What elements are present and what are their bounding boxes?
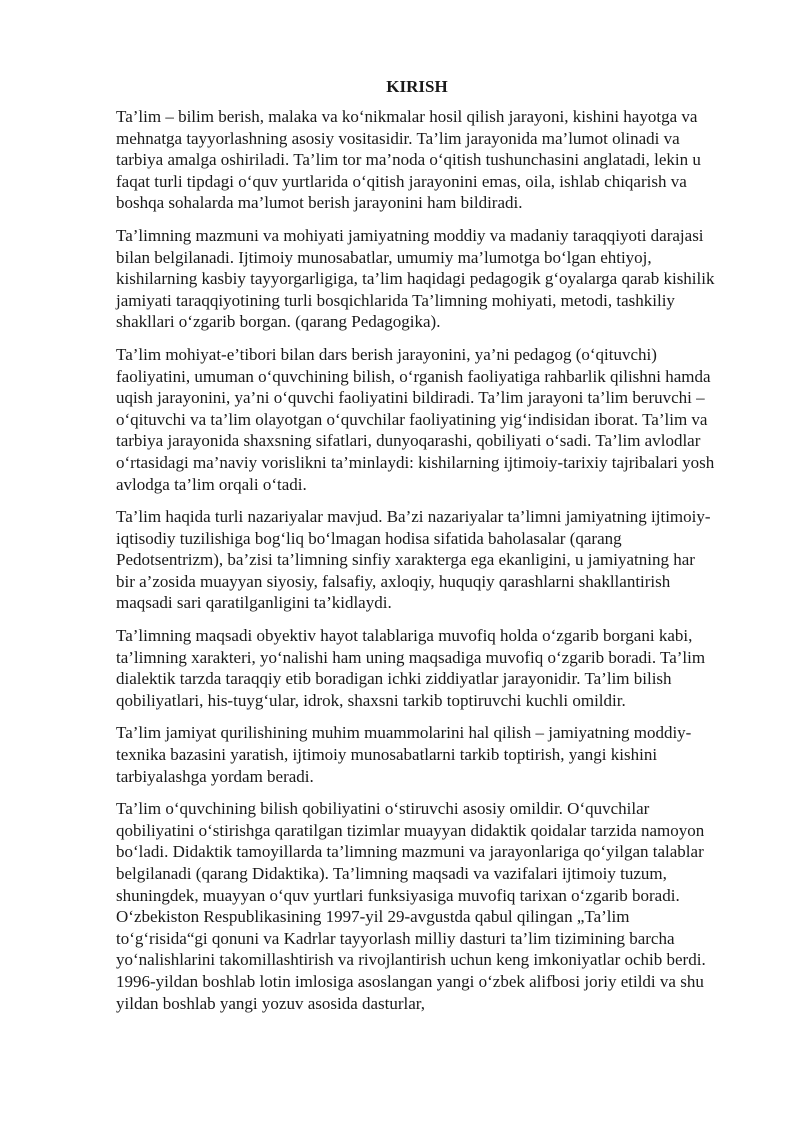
- paragraph-6: Ta’lim jamiyat qurilishining muhim muammolarini hal qilish – jamiyatning moddiy-texnika bazasini yaratish, ijtimoiy munosabatlarni tarkib toptirish, yangi kishini tarbiyalashga yordam beradi.: [116, 723, 692, 786]
- paragraph-1: Ta’lim – bilim berish, malaka va ko‘nikmalar hosil qilish jarayoni, kishini hayotga va mehnatga tayyorlashning asosiy vositasidir. Ta’lim jarayonida ma’lumot olinadi va tarbiya amalga oshiriladi. Ta’lim tor ma’noda o‘qitish tushunchasini anglatadi, lekin u faqat turli tipdagi o‘quv yurtlarida o‘qitish jarayonini emas, oila, ishlab chiqarish va boshqa sohalarda ma’lumot berish jarayonini ham bildiradi.: [116, 107, 701, 213]
- paragraph-4: Ta’lim haqida turli nazariyalar mavjud. Ba’zi nazariyalar ta’limni jamiyatning ijtimoiy-iqtisodiy tuzilishiga bog‘liq bo‘lmagan hodisa sifatida baholasalar (qarang Pedotsentrizm), ba’zisi ta’limning sinfiy xarakterga ega ekanligini, u jamiyatning har bir a’zosida muayyan siyosiy, falsafiy, axloqiy, huquqiy qarashlarni shakllantirish maqsadi sari qaratilganligini ta’kidlaydi.: [116, 507, 711, 613]
- page-title: KIRISH: [386, 77, 448, 96]
- paragraph-5: Ta’limning maqsadi obyektiv hayot talablariga muvofiq holda o‘zgarib borgani kabi, ta’limning xarakteri, yo‘nalishi ham uning maqsadiga muvofiq o‘zgarib boradi. Ta’lim dialektik tarzda taraqqiy etib boradigan ichki ziddiyatlar jarayonidir. Ta’lim bilish qobiliyatlari, his-tuyg‘ular, idrok, shaxsni tarkib toptiruvchi kuchli omildir.: [116, 626, 706, 710]
- paragraph-7: Ta’lim o‘quvchining bilish qobiliyatini o‘stiruvchi asosiy omildir. O‘quvchilar qobiliyatini o‘stirishga qaratilgan tizimlar muayyan didaktik qoidalar tarzida namoyon bo‘ladi. Didaktik tamoyillarda ta’limning mazmuni va jarayonlariga qo‘yilgan talablar belgilanadi (qarang Didaktika). Ta’limning maqsadi va vazifalari ijtimoiy tuzum, shuningdek, muayyan o‘quv yurtlari funksiyasiga muvofiq tarixan o‘zgarib boradi. O‘zbekiston Respublikasining 1997-yil 29-avgustda qabul qilingan „Ta’lim to‘g‘risida“gi qonuni va Kadrlar tayyorlash milliy dasturi ta’lim tizimining barcha yo‘nalishlarini takomillashtirish va rivojlantirish uchun keng imkoniyatlar ochib berdi. 1996-yildan boshlab lotin imlosiga asoslangan yangi o‘zbek alifbosi joriy etildi va shu yildan boshlab yangi yozuv asosida dasturlar,: [116, 799, 706, 1013]
- paragraph-2: Ta’limning mazmuni va mohiyati jamiyatning moddiy va madaniy taraqqiyoti darajasi bilan belgilanadi. Ijtimoiy munosabatlar, umumiy ma’lumotga bo‘lgan ehtiyoj, kishilarning kasbiy tayyorgarligiga, ta’lim haqidagi pedagogik g‘oyalarga qarab kishilik jamiyati taraqqiyotining turli bosqichlarida Ta’limning mohiyati, metodi, tashkiliy shakllari o‘zgarib borgan. (qarang Pedagogika).: [116, 225, 715, 332]
- paragraph-3: Ta’lim mohiyat-e’tibori bilan dars berish jarayonini, ya’ni pedagog (o‘qituvchi) faoliyatini, umuman o‘quvchining bilish, o‘rganish faoliyatiga rahbarlik qilishni hamda uqish jarayonini, ya’ni o‘quvchi faoliyatini bildiradi. Ta’lim jarayoni ta’lim beruvchi – o‘qituvchi va ta’lim olayotgan o‘quvchilar faoliyatining yig‘indisidan iborat. Ta’lim va tarbiya jarayonida shaxsning sifatlari, dunyoqarashi, qobiliyati o‘sadi. Ta’lim avlodlar o‘rtasidagi ma’naviy vorislikni ta’minlaydi: kishilarning ijtimoiy-tarixiy tajribalari yosh avlodga ta’lim orqali o‘tadi.: [116, 344, 715, 494]
